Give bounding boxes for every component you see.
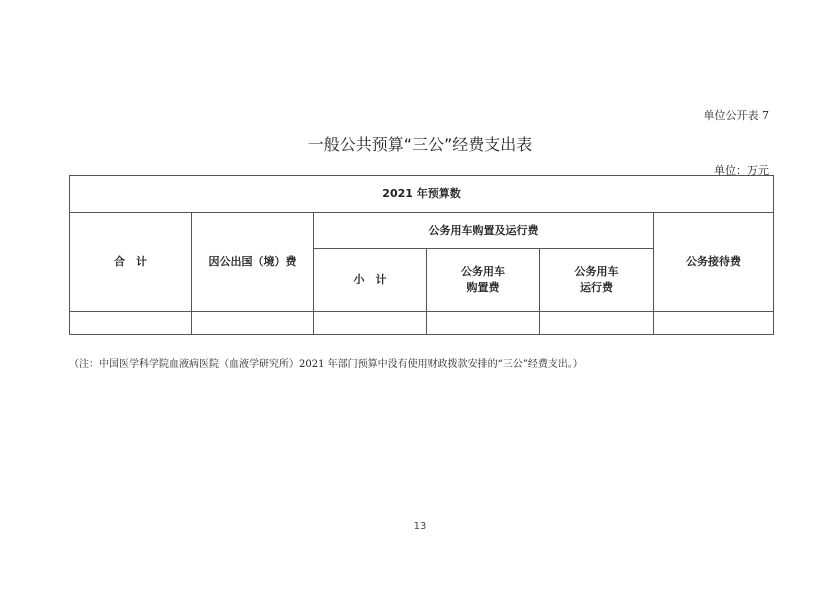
page-title: 一般公共预算“三公”经费支出表 <box>307 135 533 154</box>
col-reception-header: 公务接待费 <box>654 213 774 312</box>
cell-vehicle-purchase <box>427 312 540 335</box>
col-vehicle-purchase-header <box>427 249 540 312</box>
cell-reception <box>654 312 774 335</box>
col-abroad-header: 因公出国（境）费 <box>192 213 314 312</box>
col-vehicle-purchase-line1: 公务用车 <box>461 265 505 278</box>
table-number-label: 单位公开表 7 <box>703 109 769 122</box>
year-header: 2021 年预算数 <box>70 176 774 213</box>
cell-abroad <box>192 312 314 335</box>
page-number: 13 <box>413 521 427 532</box>
table-row <box>70 312 774 335</box>
col-vehicle-operation-header <box>540 249 654 312</box>
col-total-header: 合 计 <box>70 213 192 312</box>
col-vehicle-operation-line2: 运行费 <box>580 281 613 294</box>
col-vehicle-purchase-line2: 购置费 <box>466 281 500 294</box>
col-vehicle-operation-line1: 公务用车 <box>574 265 619 278</box>
budget-table <box>69 175 774 335</box>
col-subtotal-header: 小 计 <box>314 249 427 312</box>
footnote: （注：中国医学科学院血液病医院（血液学研究所）2021 年部门预算中没有使用财政拨款安排的“三公”经费支出。） <box>69 359 583 370</box>
cell-subtotal <box>314 312 427 335</box>
unit-label: 单位：万元 <box>714 164 769 177</box>
cell-total <box>70 312 192 335</box>
cell-vehicle-operation <box>540 312 654 335</box>
col-vehicle-group-header: 公务用车购置及运行费 <box>314 213 654 249</box>
